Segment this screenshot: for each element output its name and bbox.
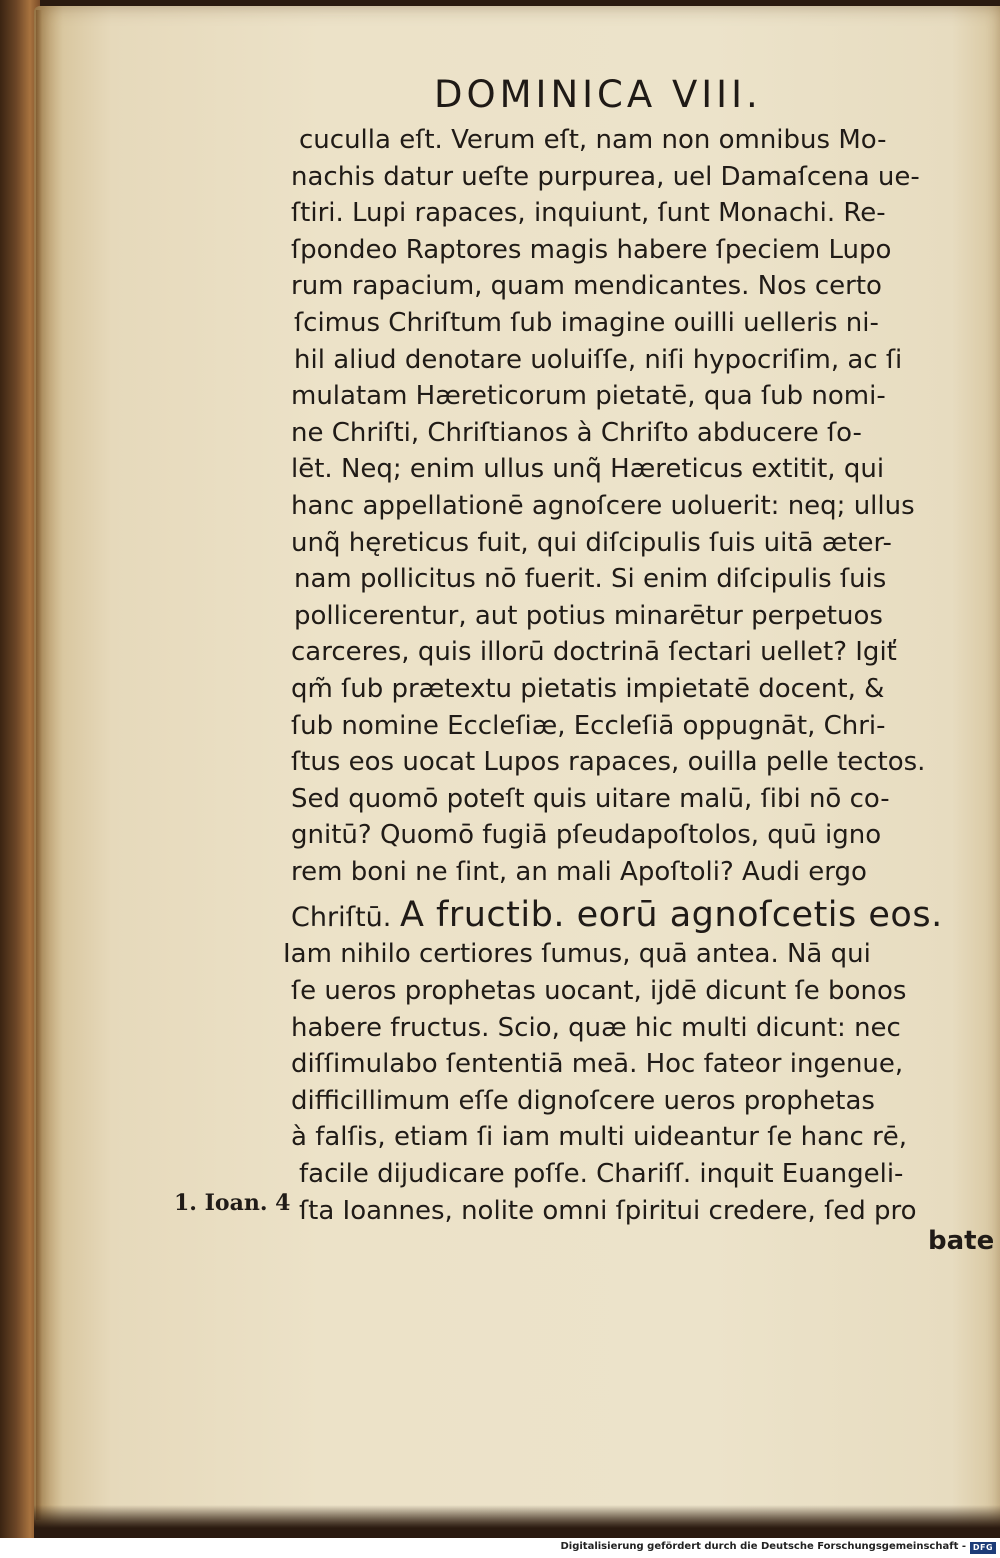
text-line: difficillimum eſſe dignoſcere ueros prophetas	[291, 1085, 875, 1116]
footer-bar	[0, 1538, 1000, 1558]
text-line: carceres, quis illorū doctrinā ſectari uellet? Igiť	[291, 637, 897, 668]
text-line: unq̃ hęreticus fuit, qui diſcipulis ſuis uitā æter-	[291, 527, 892, 558]
text-line: gnitū? Quomō fugiā pſeudapoſtolos, quū igno	[291, 820, 882, 851]
large-line-lead: Chriſtū.	[291, 902, 392, 934]
text-line-large	[291, 890, 981, 936]
body-text	[283, 122, 981, 1229]
text-line: hanc appellationē agnoſcere uoluerit: neq; ullus	[291, 490, 915, 521]
text-line: nachis datur ueſte purpurea, uel Damaſcena ue-	[291, 161, 920, 192]
text-line: ſe ueros prophetas uocant, ijdē dicunt ſe bonos	[291, 976, 907, 1007]
text-line: nam pollicitus nō fuerit. Si enim diſcipulis ſuis	[294, 564, 887, 595]
text-line: ſta Ioannes, nolite omni ſpiritui credere, ſed pro	[299, 1195, 917, 1226]
text-line: hil aliud denotare uoluiſſe, niſi hypocriſim, ac ſi	[294, 344, 903, 375]
margin-note: 1. Ioan. 4	[174, 1190, 291, 1216]
text-line: ſtiri. Lupi rapaces, inquiunt, ſunt Monachi. Re-	[291, 198, 886, 229]
text-line: rum rapacium, quam mendicantes. Nos certo	[291, 271, 882, 302]
large-line-quote: A fructib. eorū agnoſcetis eos.	[399, 895, 943, 936]
page-gutter	[36, 10, 42, 1520]
text-line: ſtus eos uocat Lupos rapaces, ouilla pelle tectos.	[291, 747, 926, 778]
running-header: DOMINICA VIII.	[434, 73, 762, 116]
text-line: habere fructus. Scio, quæ hic multi dicunt: nec	[291, 1012, 901, 1043]
text-line: pollicerentur, aut potius minarētur perpetuos	[294, 600, 883, 631]
page-bottom-edge	[34, 1505, 1000, 1538]
dfg-logo: DFG	[970, 1542, 996, 1554]
text-line: lēt. Neq; enim ullus unq̃ Hæreticus extitit, qui	[291, 454, 885, 485]
text-line: facile dijudicare poſſe. Chariſſ. inquit Euangeli-	[299, 1159, 904, 1190]
text-line: Iam nihilo certiores ſumus, quā antea. Nā qui	[283, 939, 871, 970]
text-line: qm̃ ſub prætextu pietatis impietatē docent, &	[291, 673, 885, 704]
text-line: à falſis, etiam ſi iam multi uideantur ſe hanc rē,	[291, 1122, 908, 1153]
text-line: Sed quomō poteſt quis uitare malū, ſibi nō co-	[291, 783, 890, 814]
catchword: bate	[928, 1226, 995, 1256]
text-line: diſſimulabo ſententiā meā. Hoc fateor ingenue,	[291, 1049, 904, 1080]
text-line: ſcimus Chriſtum ſub imagine ouilli uelleris ni-	[294, 307, 879, 338]
text-line: ſub nomine Eccleſiæ, Eccleſiā oppugnāt, Chri-	[291, 710, 886, 741]
text-line: cuculla eſt. Verum eſt, nam non omnibus Mo-	[299, 125, 887, 155]
text-line: ne Chriſti, Chriſtianos à Chriſto abducere ſo-	[291, 417, 862, 448]
text-line: ſpondeo Raptores magis habere ſpeciem Lupo	[291, 234, 892, 265]
text-line: mulatam Hæreticorum pietatē, qua ſub nomi-	[291, 381, 886, 412]
text-line: rem boni ne ſint, an mali Apoſtoli? Audi ergo	[291, 856, 867, 887]
digitization-credit: Digitalisierung gefördert durch die Deutsche Forschungsgemeinschaft -	[560, 1541, 966, 1552]
